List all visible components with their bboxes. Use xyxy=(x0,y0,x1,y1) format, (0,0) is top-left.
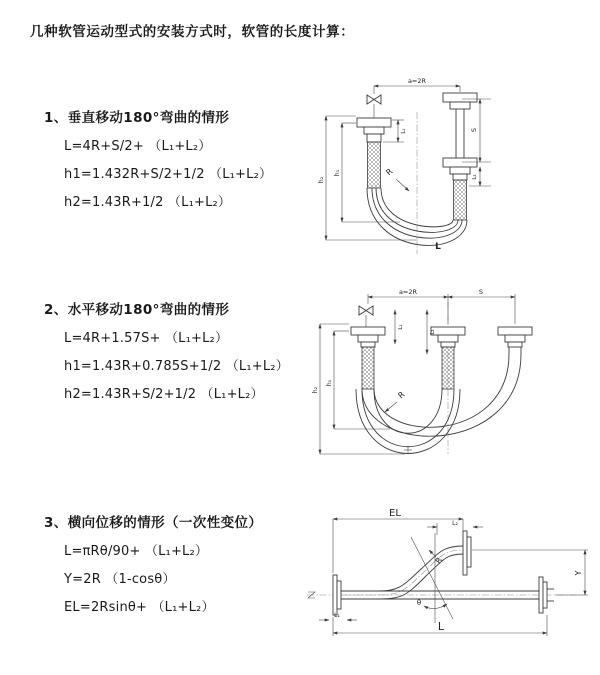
dim-label-offset: Y xyxy=(574,570,583,576)
dimension-lines xyxy=(319,508,588,636)
dim-label-fitting-mid: L₂ xyxy=(430,329,436,335)
section-3-heading: 3、横向位移的情形（一次性变位） xyxy=(44,515,263,531)
formula-line: L=4R+1.57S+ （L₁+L₂） xyxy=(64,331,229,346)
valve-symbol-icon xyxy=(367,95,381,104)
diagram-horizontal-180 xyxy=(305,282,595,465)
dim-label-fitting-left: L₁ xyxy=(334,612,340,619)
dim-label-height-inner: h₁ xyxy=(334,169,341,177)
hose-curves xyxy=(356,354,521,454)
formula-line: h1=1.432R+S/2+1/2 （L₁+L₂） xyxy=(64,167,273,182)
dim-label-travel: S xyxy=(478,288,484,296)
dim-label-fitting-right: L₂ xyxy=(452,520,458,527)
section-3 xyxy=(44,511,262,622)
dim-label-height-outer: h₂ xyxy=(318,176,325,184)
dim-label-height-inner: h₁ xyxy=(326,379,333,387)
formula-line: EL=2Rsinθ+ （L₁+L₂） xyxy=(64,600,215,615)
moved-flange-assembly xyxy=(498,327,532,354)
valve-symbol-icon xyxy=(359,306,373,315)
formula-line: L=πRθ/90+ （L₁+L₂） xyxy=(64,544,209,559)
dim-label-fitting-left: L₁ xyxy=(398,324,404,330)
dim-label-height-outer: h₂ xyxy=(312,386,319,394)
formula-line: L=4R+S/2+ （L₁+L₂） xyxy=(64,139,212,154)
section-2 xyxy=(44,298,289,409)
section-3-formulas xyxy=(44,538,262,622)
top-right-flange xyxy=(463,531,471,575)
dim-label-radius: R xyxy=(433,555,445,566)
formula-line: h2=1.43R+1/2 （L₁+L₂） xyxy=(64,195,232,210)
centerline xyxy=(404,302,448,454)
middle-flange-assembly xyxy=(431,327,465,389)
section-1 xyxy=(44,106,272,217)
angle-label: θ xyxy=(416,599,422,607)
diagram-lateral-displacement xyxy=(295,505,600,642)
dim-label-travel: S xyxy=(470,127,478,133)
formula-line: h2=1.43R+S/2+1/2 （L₁+L₂） xyxy=(64,387,264,402)
dim-label-width: a=2R xyxy=(398,288,418,296)
left-flange xyxy=(333,575,341,615)
dim-label-radius: R xyxy=(384,166,395,178)
dimension-lines xyxy=(312,288,515,454)
dim-label-radius: R xyxy=(396,389,407,401)
construction-lines xyxy=(411,533,453,623)
diagram-vertical-180 xyxy=(312,70,597,260)
section-1-formulas xyxy=(44,133,272,217)
formula-line: h1=1.43R+0.785S+1/2 （L₁+L₂） xyxy=(64,359,289,374)
section-1-heading: 1、垂直移动180°弯曲的情形 xyxy=(44,110,230,126)
bottom-right-flange xyxy=(539,577,554,613)
left-flange-assembly xyxy=(357,95,391,188)
dim-label-fitting-left: L₁ xyxy=(401,128,407,134)
dim-label-fitting-right: L₂ xyxy=(472,174,478,180)
right-flange-assembly xyxy=(443,93,477,220)
dim-label-width: a=2R xyxy=(407,77,427,85)
formula-line: Y=2R （1-cosθ） xyxy=(64,572,176,587)
section-2-formulas xyxy=(44,325,289,409)
dim-label-length: L xyxy=(435,242,441,252)
dim-label-length: L xyxy=(437,620,445,633)
left-flange-assembly xyxy=(351,306,385,389)
page-title: 几种软管运动型式的安装方式时，软管的长度计算： xyxy=(30,24,355,40)
dim-label-span: EL xyxy=(389,508,401,519)
section-2-heading: 2、水平移动180°弯曲的情形 xyxy=(44,302,230,318)
